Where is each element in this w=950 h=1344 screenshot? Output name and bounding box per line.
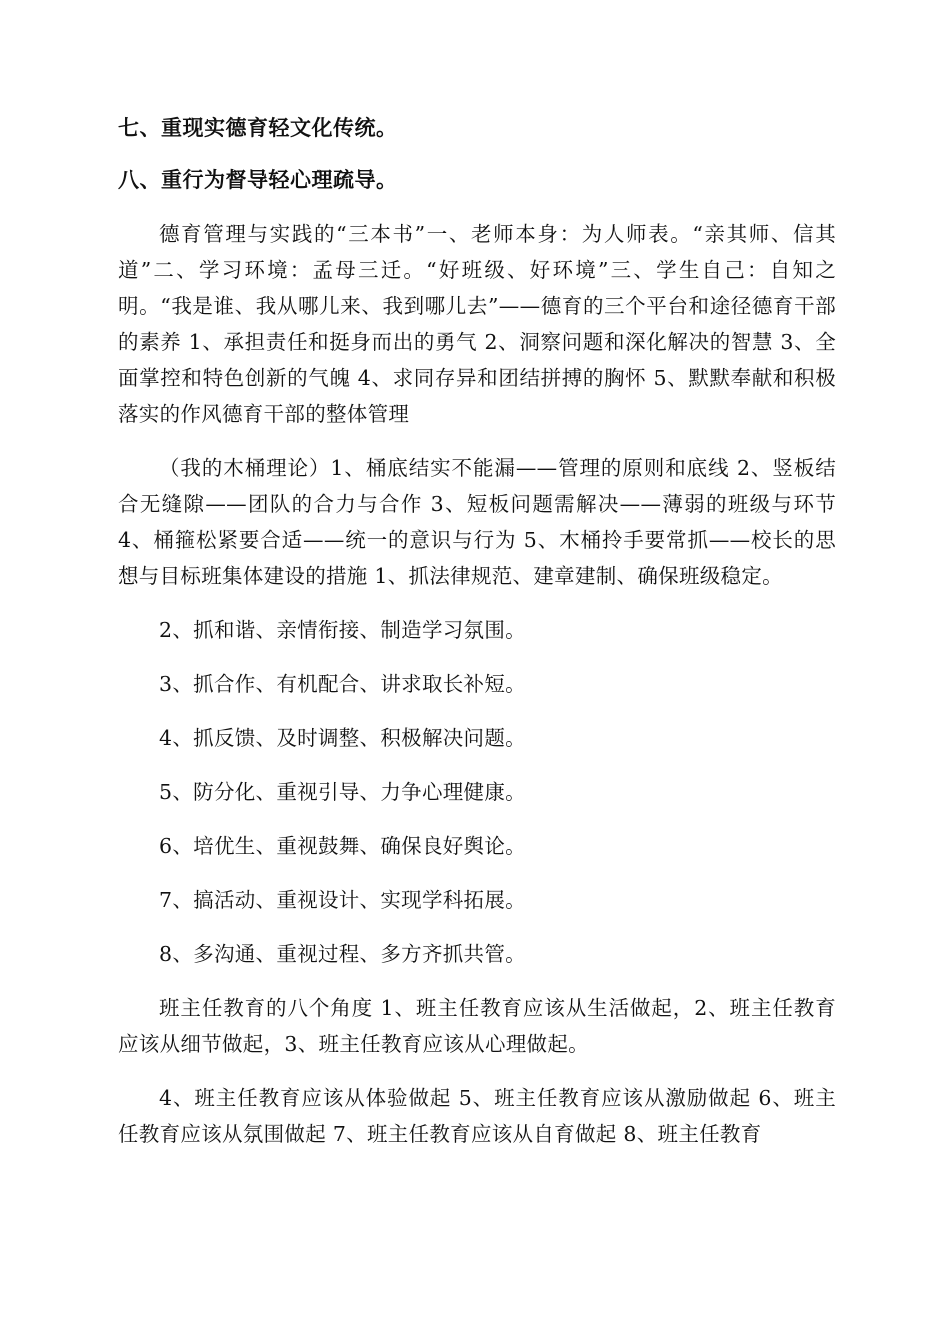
list-item: 7、搞活动、重视设计、实现学科拓展。 [159,888,526,912]
paragraph-eight-angles: 班主任教育的八个角度 1、班主任教育应该从生活做起，2、班主任教育应该从细节做起，3、班主任教育应该从心理做起。 [118,996,836,1056]
document-body [118,112,836,1170]
list-item: 6、培优生、重视鼓舞、确保良好舆论。 [159,834,526,858]
list-item: 2、抓和谐、亲情衔接、制造学习氛围。 [159,618,526,642]
paragraph-bucket-theory: （我的木桶理论）1、桶底结实不能漏——管理的原则和底线 2、竖板结合无缝隙——团队的合力与合作 3、短板问题需解决——薄弱的班级与环节 4、桶箍松紧要合适——统一的意识与行为 5、木桶拎手要常抓——校长的思想与目标班集体建设的措施 1、抓法律规范、建章建制、确保班级稳定。 [118,456,836,588]
section-heading-8: 八、重行为督导轻心理疏导。 [118,167,398,192]
list-item: 8、多沟通、重视过程、多方齐抓共管。 [159,942,526,966]
list-item: 4、抓反馈、及时调整、积极解决问题。 [159,726,526,750]
section-heading-7: 七、重现实德育轻文化传统。 [118,115,398,140]
list-item: 5、防分化、重视引导、力争心理健康。 [159,780,526,804]
paragraph-eight-angles-continued: 4、班主任教育应该从体验做起 5、班主任教育应该从激励做起 6、班主任教育应该从氛围做起 7、班主任教育应该从自育做起 8、班主任教育 [118,1086,836,1146]
list-item: 3、抓合作、有机配合、讲求取长补短。 [159,672,526,696]
paragraph-three-books: 德育管理与实践的“三本书”一、老师本身：为人师表。“亲其师、信其道”二、学习环境：孟母三迁。“好班级、好环境”三、学生自己：自知之明。“我是谁、我从哪儿来、我到哪儿去”——德育的三个平台和途径德育干部的素养 1、承担责任和挺身而出的勇气 2、洞察问题和深化解决的智慧 3、全面掌控和特色创新的气魄 4、求同存异和团结拼搏的胸怀 5、默默奉献和积极落实的作风德育干部的整体管理 [118,222,836,426]
